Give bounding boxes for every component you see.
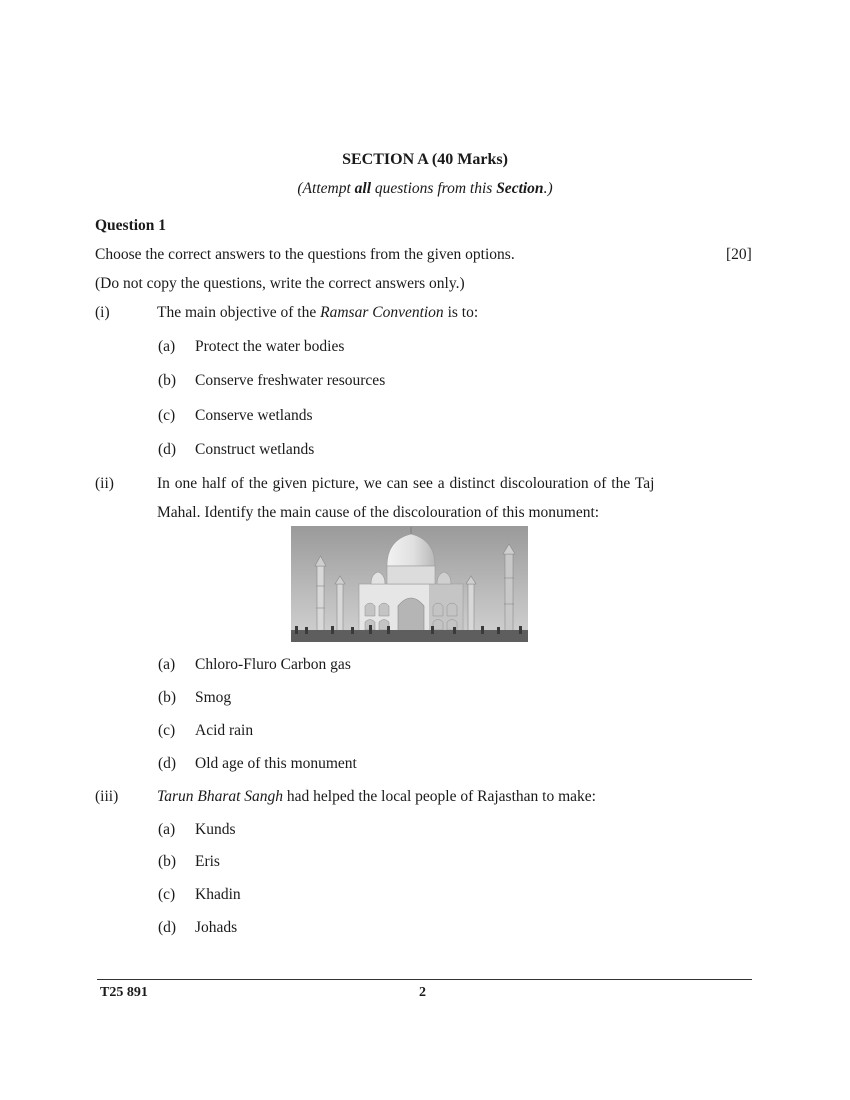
page-number: 2	[419, 985, 426, 1000]
option-text: Conserve wetlands	[195, 407, 313, 424]
option-text: Construct wetlands	[195, 441, 315, 458]
option-text: Kunds	[195, 821, 236, 838]
paper-code: T25 891	[100, 985, 148, 1000]
item-number: (i)	[95, 304, 110, 321]
option-label: (b)	[158, 689, 177, 706]
option-label: (d)	[158, 441, 177, 458]
section-instruction: (Attempt all questions from this Section.)	[297, 180, 553, 197]
option-label: (a)	[158, 656, 176, 673]
option-text: Smog	[195, 689, 232, 706]
item-text: Tarun Bharat Sangh had helped the local people of Rajasthan to make:	[157, 788, 596, 805]
item-text: The main objective of the Ramsar Convention is to:	[157, 304, 479, 321]
option-label: (d)	[158, 919, 177, 936]
item-text-line2: Mahal. Identify the main cause of the discolouration of this monument:	[157, 504, 600, 521]
question-note: (Do not copy the questions, write the correct answers only.)	[95, 275, 465, 292]
option-label: (a)	[158, 821, 176, 838]
question-heading: Question 1	[95, 217, 167, 234]
option-label: (a)	[158, 338, 176, 355]
option-label: (b)	[158, 372, 177, 389]
option-text: Eris	[195, 853, 220, 870]
option-text: Chloro-Fluro Carbon gas	[195, 656, 351, 673]
marks-label: [20]	[726, 246, 752, 263]
question-instruction: Choose the correct answers to the questions from the given options.	[95, 246, 515, 263]
option-label: (c)	[158, 407, 176, 424]
option-text: Acid rain	[195, 722, 254, 739]
option-text: Khadin	[195, 886, 241, 903]
taj-mahal-photo	[291, 526, 528, 642]
option-text: Johads	[195, 919, 238, 936]
option-label: (d)	[158, 755, 177, 772]
section-title: SECTION A (40 Marks)	[342, 151, 508, 168]
item-number: (ii)	[95, 475, 114, 492]
item-text-line1: In one half of the given picture, we can see a distinct discolouration of the Taj	[157, 475, 655, 492]
option-label: (c)	[158, 886, 176, 903]
option-label: (b)	[158, 853, 177, 870]
option-text: Protect the water bodies	[195, 338, 345, 355]
item-number: (iii)	[95, 788, 119, 805]
option-text: Old age of this monument	[195, 755, 357, 772]
footer-divider	[97, 979, 752, 980]
option-label: (c)	[158, 722, 176, 739]
option-text: Conserve freshwater resources	[195, 372, 386, 389]
